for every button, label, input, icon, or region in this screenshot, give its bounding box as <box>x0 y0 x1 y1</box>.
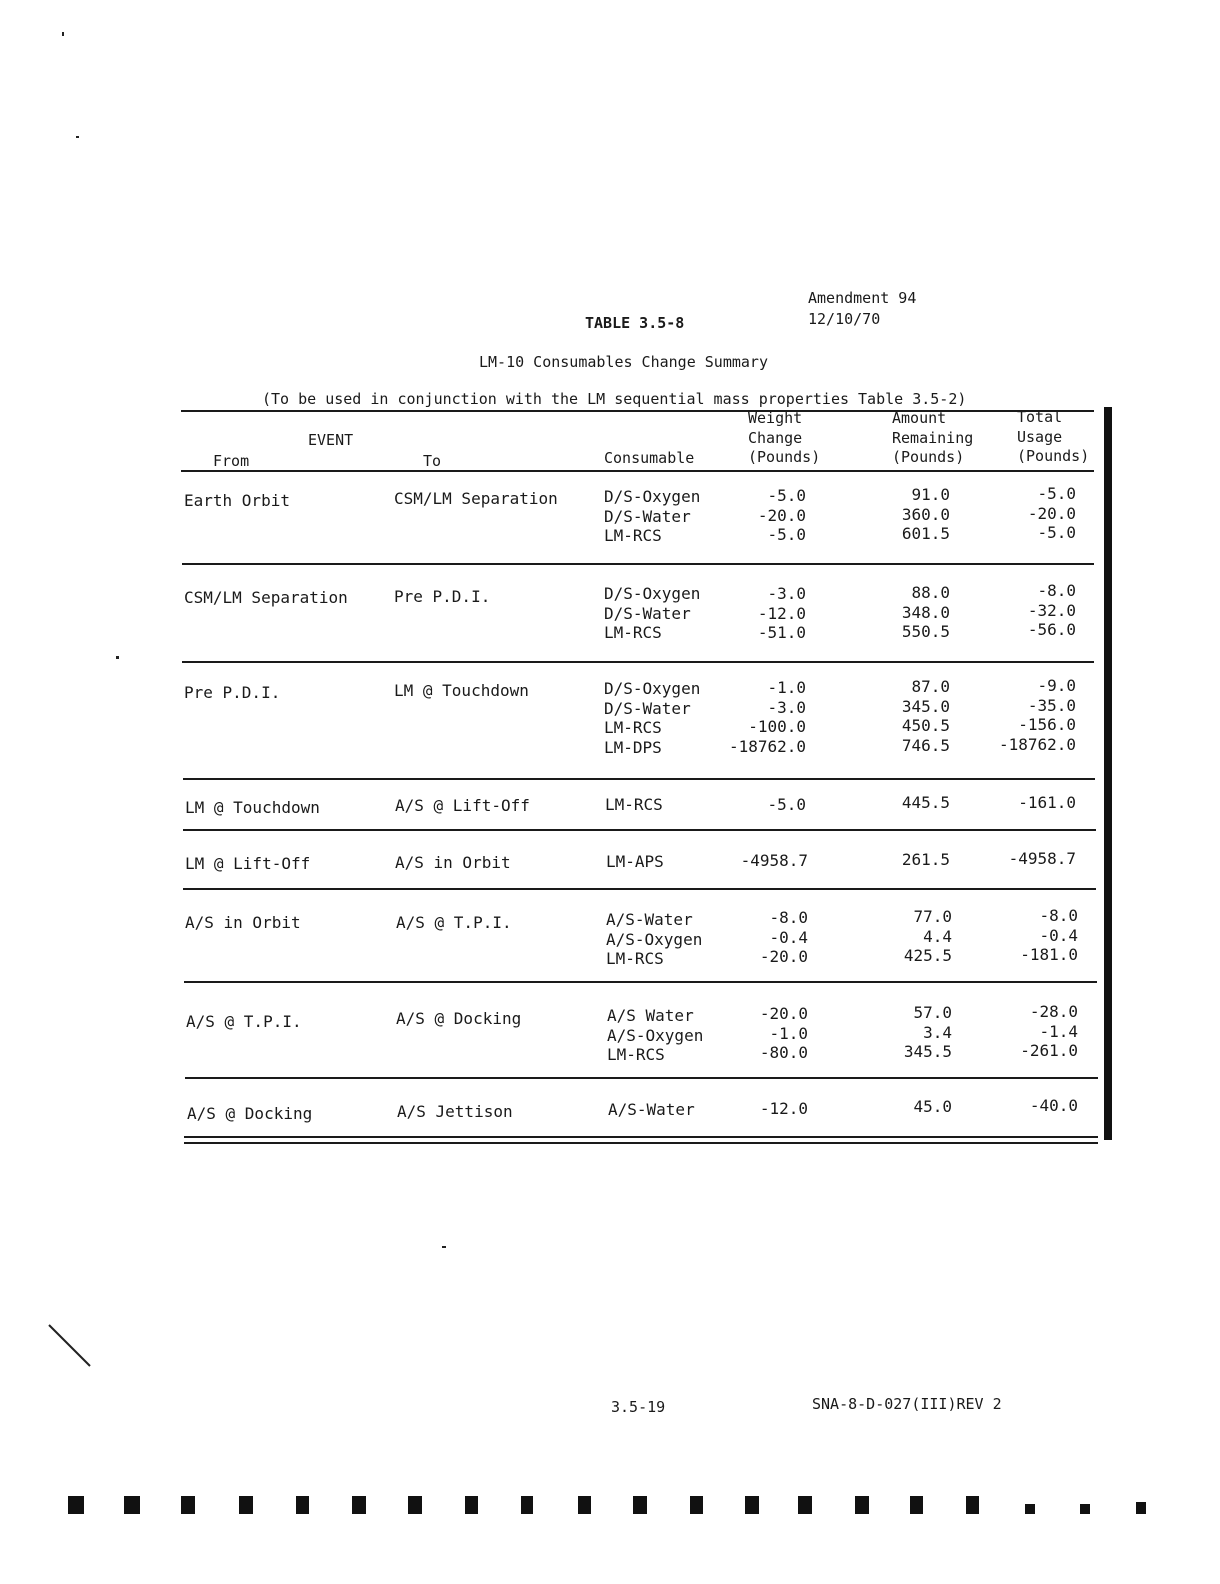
value: 4.4 <box>923 926 952 946</box>
row-from: Pre P.D.I. <box>184 683 281 702</box>
index-tab-marks <box>60 1490 1160 1520</box>
value: -8.0 <box>1037 581 1076 600</box>
row-divider <box>183 778 1095 780</box>
value: 87.0 <box>911 677 950 696</box>
row-weight-change <box>700 795 806 815</box>
row-to: CSM/LM Separation <box>394 489 558 508</box>
row-total-usage <box>970 793 1076 813</box>
row-weight-change <box>700 1004 808 1063</box>
col-event: EVENT <box>308 431 354 449</box>
value: -1.0 <box>767 678 806 697</box>
row-amount-remaining <box>850 793 950 813</box>
table-bottom-rule <box>184 1142 1098 1144</box>
value: 91.0 <box>911 485 950 504</box>
row-total-usage <box>970 581 1076 640</box>
value: 425.5 <box>903 946 952 965</box>
col-total-usage <box>1017 408 1089 467</box>
value: 57.0 <box>913 1003 952 1022</box>
row-from: Earth Orbit <box>184 491 290 510</box>
value: -0.4 <box>1039 925 1078 945</box>
col-amount-line2: Remaining <box>892 428 974 447</box>
row-divider <box>182 563 1094 565</box>
value: 88.0 <box>911 583 950 602</box>
consumable: LM-RCS <box>604 623 662 642</box>
consumable: LM-RCS <box>605 795 663 814</box>
value: 77.0 <box>913 907 952 926</box>
row-consumables <box>606 852 664 872</box>
amendment-date: 12/10/70 <box>808 310 881 328</box>
row-consumables <box>608 1100 695 1120</box>
table-number: TABLE 3.5-8 <box>585 314 685 332</box>
value: -261.0 <box>1020 1041 1078 1060</box>
value: -3.0 <box>767 584 806 603</box>
value: -0.4 <box>769 927 808 947</box>
value: 445.5 <box>901 793 950 812</box>
col-weight-line3: (Pounds) <box>748 448 821 466</box>
value: 345.5 <box>903 1042 952 1061</box>
row-consumables <box>605 795 663 815</box>
row-weight-change <box>700 486 806 545</box>
value: -20.0 <box>1027 503 1076 523</box>
row-divider <box>183 888 1096 890</box>
value: -156.0 <box>1018 715 1076 734</box>
col-consumable: Consumable <box>604 449 695 467</box>
value: -18762.0 <box>728 736 806 756</box>
consumable: LM-APS <box>606 852 664 871</box>
value: -1.0 <box>769 1023 808 1043</box>
consumable: A/S-Water <box>608 1100 695 1119</box>
scan-mark-slash <box>46 1322 96 1370</box>
col-total-line3: (Pounds) <box>1017 447 1090 465</box>
row-consumables <box>604 584 700 643</box>
scan-speck <box>62 32 64 36</box>
row-consumables <box>607 1006 703 1065</box>
value: -3.0 <box>767 697 806 717</box>
value: -161.0 <box>1018 793 1076 812</box>
col-weight-line2: Change <box>748 428 803 447</box>
value: -4958.7 <box>740 851 808 870</box>
row-consumables <box>606 910 702 969</box>
consumable: D/S-Oxygen <box>604 679 701 698</box>
row-amount-remaining <box>852 907 952 966</box>
row-to: Pre P.D.I. <box>394 587 491 606</box>
amendment-label: Amendment 94 <box>808 289 917 307</box>
row-total-usage <box>970 849 1076 869</box>
row-divider <box>184 981 1097 983</box>
row-total-usage <box>970 484 1076 543</box>
col-weight-change <box>748 409 820 468</box>
value: -56.0 <box>1027 620 1076 639</box>
value: -9.0 <box>1037 676 1076 695</box>
row-amount-remaining <box>850 677 950 755</box>
row-total-usage <box>972 1002 1078 1061</box>
row-amount-remaining <box>850 583 950 642</box>
consumable: A/S-Oxygen <box>607 1025 704 1045</box>
col-from: From <box>213 452 250 470</box>
row-to: A/S in Orbit <box>395 853 511 872</box>
consumable: D/S-Oxygen <box>604 584 701 603</box>
row-total-usage <box>972 1096 1078 1116</box>
page-number: 3.5-19 <box>611 1398 666 1416</box>
row-weight-change <box>700 584 806 643</box>
value: -5.0 <box>1037 523 1076 542</box>
value: -5.0 <box>767 525 806 544</box>
consumable: A/S-Water <box>606 910 693 929</box>
value: 3.4 <box>923 1022 952 1042</box>
col-total-line1: Total <box>1017 408 1063 426</box>
value: -35.0 <box>1027 695 1076 715</box>
value: -8.0 <box>1039 906 1078 925</box>
row-from: LM @ Touchdown <box>185 798 320 817</box>
value: -20.0 <box>759 947 808 966</box>
row-amount-remaining <box>852 1003 952 1062</box>
consumable: LM-RCS <box>604 526 662 545</box>
value: -20.0 <box>757 505 806 525</box>
row-to: A/S @ T.P.I. <box>396 913 512 932</box>
col-amount-line3: (Pounds) <box>892 448 965 466</box>
row-divider <box>182 661 1094 663</box>
value: -80.0 <box>759 1043 808 1062</box>
row-amount-remaining <box>850 850 950 870</box>
scan-speck <box>442 1246 446 1248</box>
table-note: (To be used in conjunction with the LM sequential mass properties Table 3.5-2) <box>262 390 967 408</box>
row-divider <box>185 1077 1098 1079</box>
consumable: LM-DPS <box>604 737 662 757</box>
row-weight-change <box>700 908 808 967</box>
value: 601.5 <box>901 524 950 543</box>
value: -20.0 <box>759 1004 808 1023</box>
scan-speck <box>76 136 79 138</box>
row-from: A/S @ T.P.I. <box>186 1012 302 1031</box>
col-weight-line1: Weight <box>748 409 803 427</box>
row-from: A/S @ Docking <box>187 1104 313 1123</box>
consumable: D/S-Water <box>604 698 691 718</box>
value: 360.0 <box>901 504 950 524</box>
value: -12.0 <box>759 1099 808 1118</box>
consumable: A/S-Oxygen <box>606 929 703 949</box>
row-divider <box>183 829 1096 831</box>
value: -51.0 <box>757 623 806 642</box>
change-bar <box>1104 407 1112 1140</box>
consumable: D/S-Oxygen <box>604 487 701 506</box>
consumable: D/S-Water <box>604 506 691 526</box>
value: -28.0 <box>1029 1002 1078 1021</box>
value: -5.0 <box>767 795 806 814</box>
value: -4958.7 <box>1008 849 1076 868</box>
value: 348.0 <box>901 602 950 622</box>
row-amount-remaining <box>852 1097 952 1117</box>
col-amount-line1: Amount <box>892 409 947 427</box>
row-from: LM @ Lift-Off <box>185 854 311 873</box>
row-from: A/S in Orbit <box>185 913 301 932</box>
row-to: A/S @ Lift-Off <box>395 796 530 815</box>
header-bottom-rule <box>181 470 1094 472</box>
consumable: LM-RCS <box>607 1045 665 1064</box>
col-to: To <box>423 452 442 470</box>
row-from: CSM/LM Separation <box>184 588 348 607</box>
consumable: LM-RCS <box>606 949 664 968</box>
value: 450.5 <box>901 716 950 735</box>
row-to: LM @ Touchdown <box>394 681 529 700</box>
value: -5.0 <box>1037 484 1076 503</box>
row-to: A/S Jettison <box>397 1102 513 1121</box>
consumable: D/S-Water <box>604 603 691 623</box>
col-total-line2: Usage <box>1017 427 1063 446</box>
value: -1.4 <box>1039 1021 1078 1041</box>
table-title: LM-10 Consumables Change Summary <box>479 353 768 371</box>
value: 550.5 <box>901 622 950 641</box>
value: -8.0 <box>769 908 808 927</box>
row-weight-change <box>700 851 808 871</box>
value: 261.5 <box>901 850 950 869</box>
value: 345.0 <box>901 696 950 716</box>
value: 746.5 <box>901 735 950 755</box>
row-divider <box>184 1136 1098 1138</box>
value: -40.0 <box>1029 1096 1078 1115</box>
row-consumables <box>604 487 700 546</box>
consumable: A/S Water <box>607 1006 694 1025</box>
value: -18762.0 <box>998 734 1076 754</box>
row-consumables <box>604 679 700 757</box>
value: -5.0 <box>767 486 806 505</box>
row-total-usage <box>970 676 1076 754</box>
value: -100.0 <box>748 717 806 736</box>
row-amount-remaining <box>850 485 950 544</box>
col-amount-remaining <box>892 409 973 468</box>
row-weight-change <box>700 1099 808 1119</box>
consumable: LM-RCS <box>604 718 662 737</box>
scan-speck <box>116 656 119 659</box>
row-weight-change <box>700 678 806 756</box>
row-total-usage <box>972 906 1078 965</box>
value: 45.0 <box>913 1097 952 1116</box>
value: -12.0 <box>757 603 806 623</box>
value: -32.0 <box>1027 600 1076 620</box>
row-to: A/S @ Docking <box>396 1009 522 1028</box>
document-id: SNA-8-D-027(III)REV 2 <box>812 1395 1002 1413</box>
value: -181.0 <box>1020 945 1078 964</box>
